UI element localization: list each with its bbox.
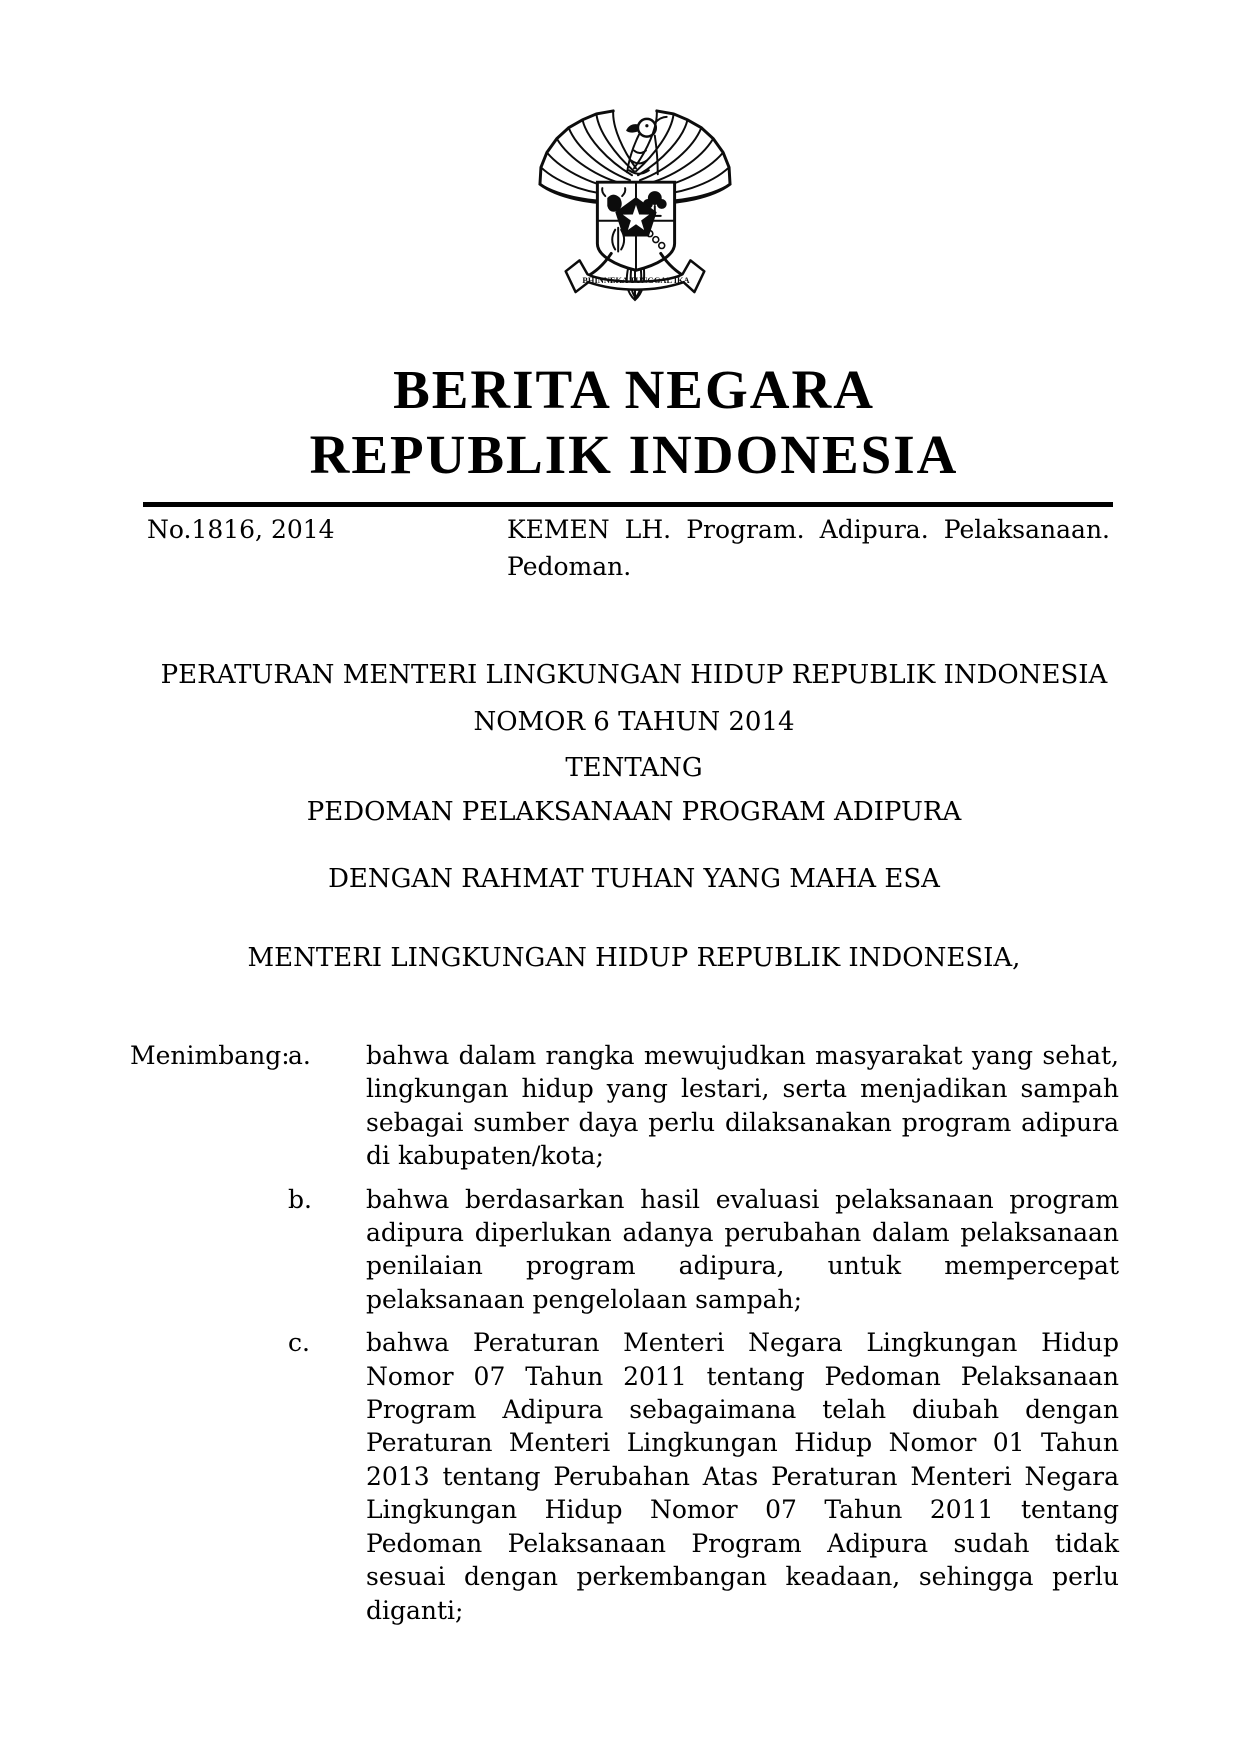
masthead-title-line1: BERITA NEGARA bbox=[393, 359, 875, 420]
issue-subject: KEMEN LH. Program. Adipura. Pelaksanaan. Pedoman. bbox=[507, 515, 1110, 581]
heading-regulation-number: NOMOR 6 TAHUN 2014 bbox=[473, 707, 795, 737]
item-text: bahwa berdasarkan hasil evaluasi pelaksanaan program adipura diperlukan adanya perubahan dalam pelaksanaan penilaian program adipura, untuk mempercepat pelaksanaan pengelolaan sampah; bbox=[366, 1184, 1119, 1314]
consideration-item bbox=[130, 1039, 1119, 1173]
masthead-rule bbox=[143, 502, 1113, 507]
garuda-eagle-icon bbox=[536, 94, 734, 308]
item-text: bahwa dalam rangka mewujudkan masyarakat yang sehat, lingkungan hidup yang lestari, serta menjadikan sampah sebagai sumber daya perlu dilaksanakan program adipura di kabupaten/kota; bbox=[366, 1041, 1119, 1171]
consideration-item bbox=[130, 1326, 1119, 1627]
heading-minister: MENTERI LINGKUNGAN HIDUP REPUBLIK INDONESIA, bbox=[247, 943, 1021, 973]
heading-invocation: DENGAN RAHMAT TUHAN YANG MAHA ESA bbox=[328, 864, 940, 894]
item-marker: c. bbox=[288, 1328, 310, 1358]
heading-subject: PEDOMAN PELAKSANAAN PROGRAM ADIPURA bbox=[306, 797, 962, 827]
garuda-pancasila-emblem bbox=[536, 94, 734, 308]
masthead-title-line2: REPUBLIK INDONESIA bbox=[309, 424, 959, 485]
considerations-section bbox=[130, 1039, 1119, 1627]
masthead-title bbox=[28, 357, 1240, 487]
heading-regulation-title: PERATURAN MENTERI LINGKUNGAN HIDUP REPUBLIK INDONESIA bbox=[160, 660, 1108, 690]
issue-row bbox=[147, 511, 1110, 585]
issue-number: No.1816, 2014 bbox=[147, 515, 335, 544]
heading-tentang: TENTANG bbox=[565, 753, 703, 783]
emblem-motto: BHINNEKA TUNGGAL IKA bbox=[582, 276, 690, 286]
considerations-label: Menimbang: bbox=[130, 1041, 290, 1070]
item-text: bahwa Peraturan Menteri Negara Lingkungan Hidup Nomor 07 Tahun 2011 tentang Pedoman Pelaksanaan Program Adipura sebagaimana telah diubah dengan Peraturan Menteri Lingkungan Hidup Nomor 01 Tahun 2013 tentang Perubahan Atas Peraturan Menteri Negara Lingkungan Hidup Nomor 07 Tahun 2011 tentang Pedoman Pelaksanaan Program Adipura sudah tidak sesuai dengan perkembangan keadaan, sehingga perlu diganti; bbox=[366, 1328, 1119, 1625]
item-marker: a. bbox=[288, 1041, 311, 1070]
item-marker: b. bbox=[288, 1184, 312, 1214]
consideration-item bbox=[130, 1183, 1119, 1317]
